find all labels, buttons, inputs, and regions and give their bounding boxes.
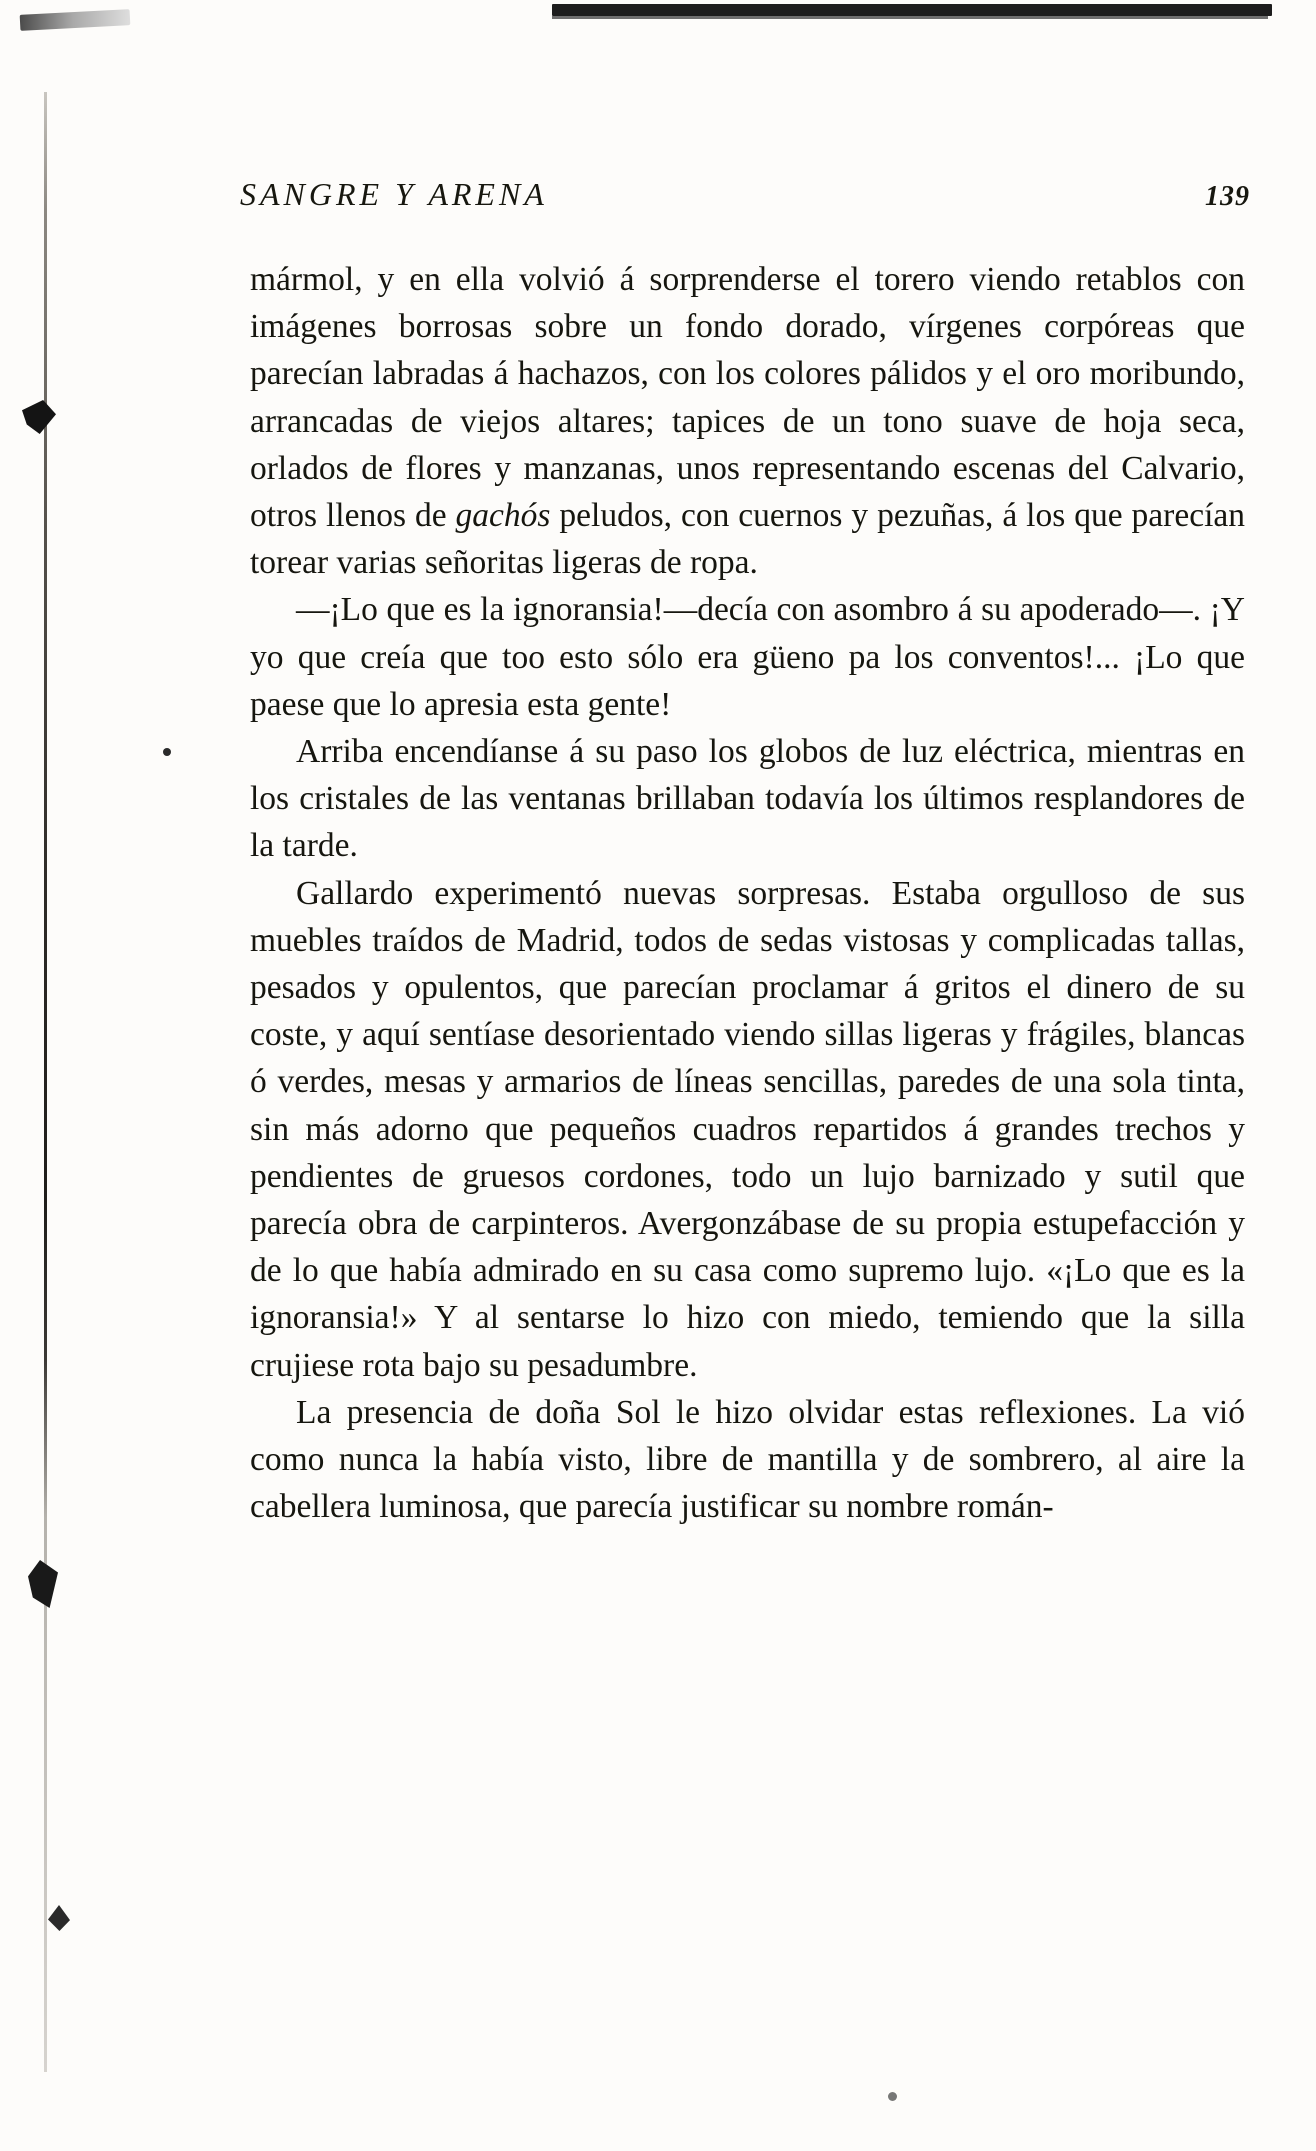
page-body	[250, 256, 1245, 1530]
book-title: SANGRE Y ARENA	[240, 176, 548, 212]
ink-speck-icon	[163, 748, 171, 756]
paragraph-gallardo: Gallardo experimentó nuevas sorpresas. Estaba orgulloso de sus muebles traídos de Madrid, todos de sedas vistosas y complicadas tallas, pesados y opulentos, que parecían proclamar á gritos el dinero de su coste, y aquí sentíase desorientado viendo sillas ligeras y frágiles, blancas ó verdes, mesas y armarios de líneas sencillas, paredes de una sola tinta, sin más adorno que pequeños cuadros repartidos á grandes trechos y pendientes de gruesos cordones, todo un lujo barnizado y sutil que parecía obra de carpinteros. Avergonzábase de su propia estupefacción y de lo que había admirado en su casa como supremo lujo. «¡Lo que es la ignoransia!» Y al sentarse lo hizo con miedo, temiendo que la silla crujiese rota bajo su pesadumbre.	[250, 874, 1245, 1384]
paragraph-presencia: La presencia de doña Sol le hizo olvidar estas reflexiones. La vió como nunca la había visto, libre de mantilla y de sombrero, al aire la cabellera luminosa, que parecía justificar su nombre román-	[250, 1393, 1245, 1526]
running-head	[240, 176, 1250, 213]
paragraph-dialogo: —¡Lo que es la ignoransia!—decía con asombro á su apoderado—. ¡Y yo que creía que too esto sólo era güeno pa los conventos!... ¡Lo que paese que lo apresia esta gente!	[250, 591, 1245, 723]
scan-left-edge-artifact	[44, 92, 47, 2072]
scan-corner-artifact	[20, 9, 131, 31]
italic-word-gachos: gachós	[455, 497, 551, 535]
page-number: 139	[1205, 181, 1250, 212]
paragraph-marmol-text: mármol, y en ella volvió á sorprenderse el torero viendo retablos con imágenes borrosas sobre un fondo dorado, vírgenes corpóreas que parecían labradas á hachazos, con los colores pálidos y el oro moribundo, arrancadas de viejos altares; tapices de un tono suave de hoja seca, orlados de flores y manzanas, unos representando escenas del Calvario, otros llenos de	[250, 261, 1245, 535]
scan-top-edge-artifact	[552, 4, 1272, 16]
scan-blot-bottom-icon	[48, 1905, 70, 1931]
scan-blot-upper-icon	[22, 400, 56, 434]
scan-blot-lower-icon	[28, 1560, 58, 1608]
paragraph-marmol-tail: peludos, con cuernos y pezuñas, á los que parecían torear varias señoritas ligeras de ropa.	[250, 497, 1246, 582]
paragraph-marmol	[250, 256, 1245, 586]
paragraph-arriba: Arriba encendíanse á su paso los globos de luz eléctrica, mientras en los cristales de las ventanas brillaban todavía los últimos resplandores de la tarde.	[250, 733, 1245, 865]
ink-speck-secondary-icon	[888, 2092, 897, 2101]
